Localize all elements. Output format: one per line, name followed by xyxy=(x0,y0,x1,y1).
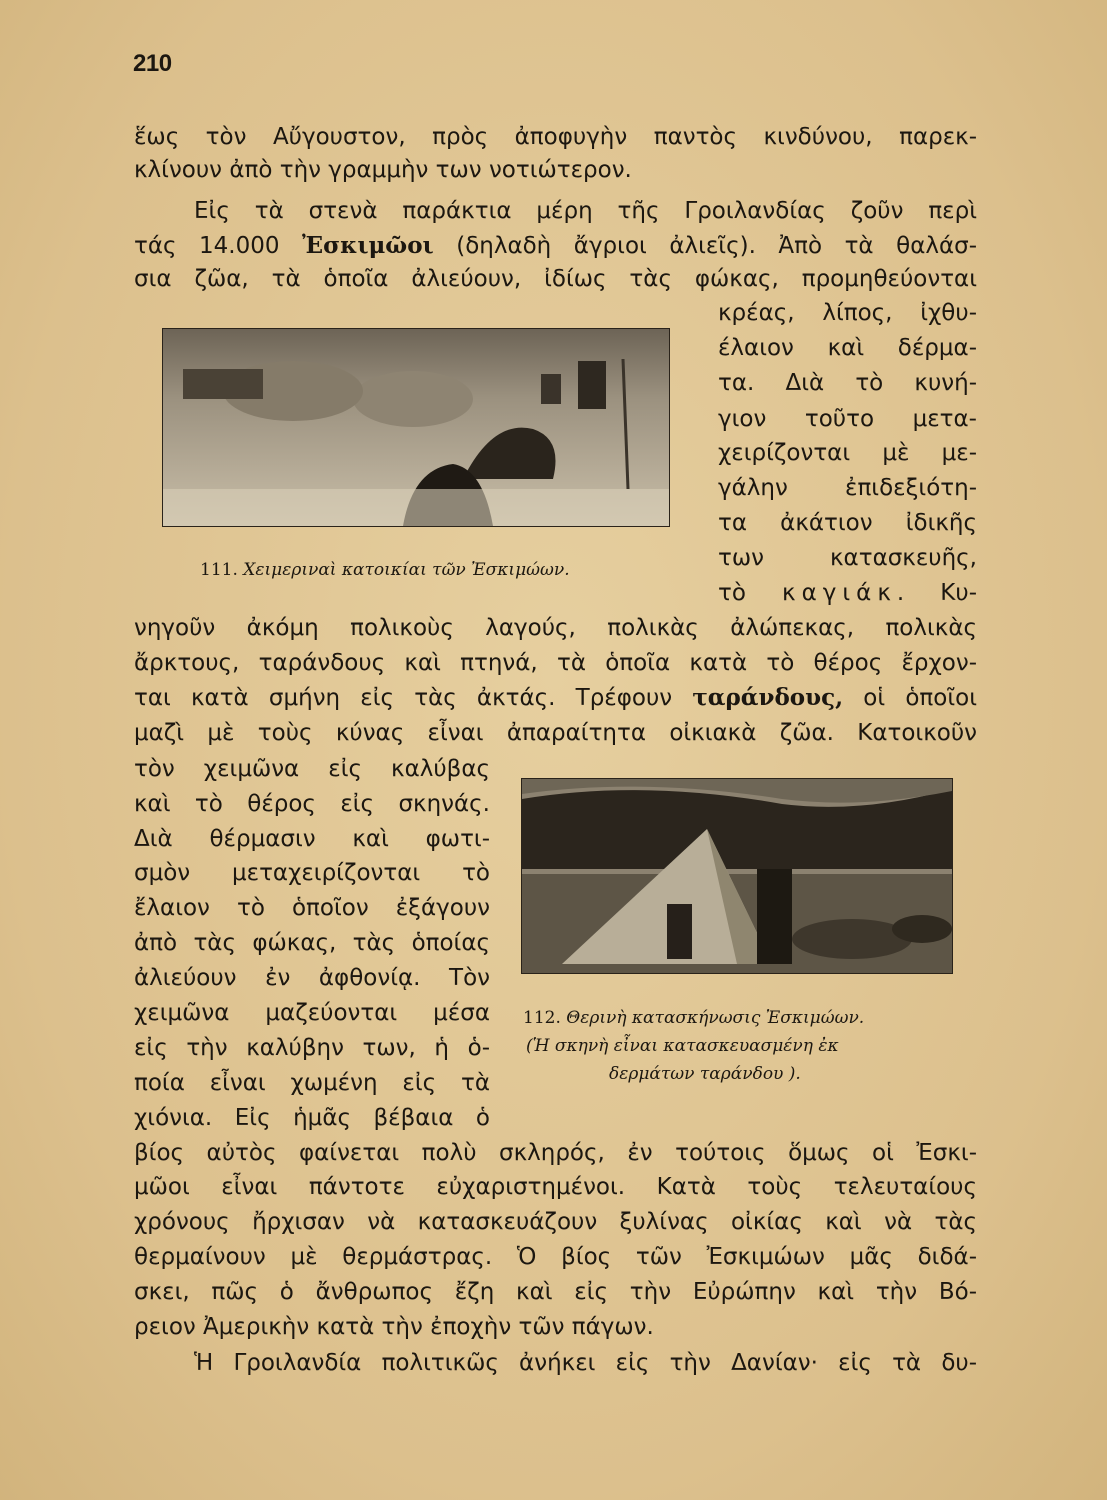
text-span: τάς 14.000 xyxy=(134,233,303,259)
summer-tent-image xyxy=(522,779,952,973)
figure-112-caption-line: (Ἡ σκηνὴ εἶναι κατασκευασμένη ἐκ xyxy=(526,1036,839,1056)
text-line: ἀπὸ τὰς φώκας, τὰς ὁποίας xyxy=(134,930,490,956)
text-line: Ἡ Γροιλανδία πολιτικῶς ἀνήκει εἰς τὴν Δανίαν· εἰς τὰ δυ- xyxy=(194,1350,977,1376)
text-line: χειρίζονται μὲ με- xyxy=(718,440,977,466)
figure-112-caption-line xyxy=(523,1006,864,1030)
text-line: κλίνουν ἀπὸ τὴν γραμμὴν των νοτιώτερον. xyxy=(134,157,632,183)
text-line: τα ἀκάτιον ἰδικῆς xyxy=(718,510,977,536)
text-line: ρειον Ἀμερικὴν κατὰ τὴν ἐποχὴν τῶν πάγων. xyxy=(134,1314,654,1340)
figure-112-caption-line: δερμάτων ταράνδου ). xyxy=(609,1064,801,1084)
text-line: τὸν χειμῶνα εἰς καλύβας xyxy=(134,756,490,782)
text-span: οἱ ὁποῖοι xyxy=(843,685,977,711)
figure-number: 111. xyxy=(200,560,238,580)
text-line: καὶ τὸ θέρος εἰς σκηνάς. xyxy=(134,791,490,817)
text-line: μαζὶ μὲ τοὺς κύνας εἶναι ἀπαραίτητα οἰκιακὰ ζῶα. Κατοικοῦν xyxy=(134,720,977,746)
figure-111-caption xyxy=(200,558,570,582)
text-line: γιον τοῦτο μετα- xyxy=(718,406,977,432)
text-line: των κατασκευῆς, xyxy=(718,545,977,571)
text-line: Εἰς τὰ στενὰ παράκτια μέρη τῆς Γροιλανδίας ζοῦν περὶ xyxy=(194,198,977,224)
text-line: χρόνους ἤρχισαν νὰ κατασκευάζουν ξυλίνας οἰκίας καὶ νὰ τὰς xyxy=(134,1209,977,1235)
text-span: ται κατὰ σμήνη εἰς τὰς ἀκτάς. Τρέφουν xyxy=(134,685,693,711)
text-line: χειμῶνα μαζεύονται μέσα xyxy=(134,1000,490,1026)
text-line: έλαιον καὶ δέρμα- xyxy=(718,335,977,361)
figure-111-photo xyxy=(162,328,670,527)
text-span: τὸ xyxy=(718,580,783,606)
text-line: ἕως τὸν Αὔγουστον, πρὸς ἀποφυγὴν παντὸς κινδύνου, παρεκ- xyxy=(134,124,977,150)
spaced-term-kayak: καγιάκ xyxy=(782,580,897,606)
text-line: σια ζῶα, τὰ ὁποῖα ἀλιεύουν, ἰδίως τὰς φώκας, προμηθεύονται xyxy=(134,266,977,292)
text-line: τα. Διὰ τὸ κυνή- xyxy=(718,370,977,396)
page-number: 210 xyxy=(133,50,172,77)
bold-term-eskimos: Ἐσκιμῶοι xyxy=(302,232,434,259)
figure-112-photo xyxy=(521,778,953,974)
text-line: ἄρκτους, ταράνδους καὶ πτηνά, τὰ ὁποῖα κατὰ τὸ θέρος ἔρχον- xyxy=(134,650,977,676)
text-line xyxy=(718,578,977,608)
text-line: ποία εἶναι χωμένη εἰς τὰ xyxy=(134,1070,490,1096)
text-line: ἔλαιον τὸ ὁποῖον ἐξάγουν xyxy=(134,895,490,921)
text-line: χιόνια. Εἰς ἡμᾶς βέβαια ὁ xyxy=(134,1105,490,1131)
caption-text: Θερινὴ κατασκήνωσις Ἐσκιμώων. xyxy=(566,1008,865,1028)
text-line: γάλην ἐπιδεξιότη- xyxy=(718,475,977,501)
text-line xyxy=(134,683,977,713)
caption-text: Χειμεριναὶ κατοικίαι τῶν Ἐσκιμώων. xyxy=(243,560,570,580)
text-line: σμὸν μεταχειρίζονται τὸ xyxy=(134,860,490,886)
text-line: Διὰ θέρμασιν καὶ φωτι- xyxy=(134,826,490,852)
text-line: εἰς τὴν καλύβην των, ἡ ὁ- xyxy=(134,1035,490,1061)
winter-dwellings-image xyxy=(163,329,669,526)
text-line: θερμαίνουν μὲ θερμάστρας. Ὁ βίος τῶν Ἐσκιμώων μᾶς διδά- xyxy=(134,1244,977,1270)
text-span: (δηλαδὴ ἄγριοι ἀλιεῖς). Ἀπὸ τὰ θαλάσ- xyxy=(433,233,978,259)
text-line: σκει, πῶς ὁ ἄνθρωπος ἔζη καὶ εἰς τὴν Εὐρώπην καὶ τὴν Βό- xyxy=(134,1279,977,1305)
text-line: νηγοῦν ἀκόμη πολικοὺς λαγούς, πολικὰς ἀλώπεκας, πολικὰς xyxy=(134,615,977,641)
bold-term-reindeer: ταράνδους, xyxy=(692,684,844,711)
text-line: ἀλιεύουν ἐν ἀφθονίᾳ. Τὸν xyxy=(134,965,490,991)
figure-number: 112. xyxy=(523,1008,561,1028)
text-line: κρέας, λίπος, ἰχθυ- xyxy=(718,300,977,326)
text-line: βίος αὐτὸς φαίνεται πολὺ σκληρός, ἐν τούτοις ὅμως οἱ Ἐσκι- xyxy=(134,1140,977,1166)
text-span: . Κυ- xyxy=(896,580,977,606)
text-line xyxy=(134,231,977,261)
text-line: μῶοι εἶναι πάντοτε εὐχαριστημένοι. Κατὰ τοὺς τελευταίους xyxy=(134,1174,977,1200)
